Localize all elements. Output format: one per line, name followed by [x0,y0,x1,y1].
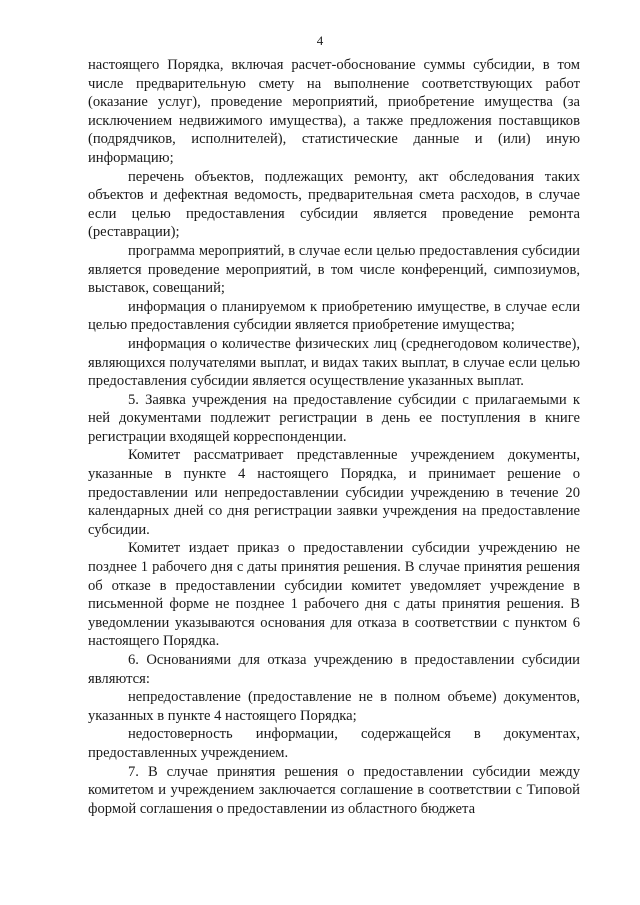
page-number: 4 [316,33,324,48]
paragraph: программа мероприятий, в случае если целью предоставления субсидии является проведение мероприятий, в том числе конференций, симпозиумов, выставок, совещаний; [88,242,580,297]
paragraph: непредоставление (предоставление не в полном объеме) документов, указанных в пункте 4 настоящего Порядка; [88,689,580,724]
paragraph: настоящего Порядка, включая расчет-обоснование суммы субсидии, в том числе предварительную смету на выполнение соответствующих работ (оказание услуг), проведение мероприятий, приобретение имущества (за исключением недвижимого имущества), а также предложения поставщиков (подрядчиков, исполнителей), статистические данные и (или) иную информацию; [88,57,580,166]
paragraph: информация о планируемом к приобретению имуществе, в случае если целью предоставления субсидии является приобретение имущества; [88,298,580,334]
paragraph-clause-5: 5. Заявка учреждения на предоставление субсидии с прилагаемыми к ней документами подлежит регистрации в день ее поступления в книге регистрации входящей корреспонденции. [88,391,580,445]
paragraph: Комитет издает приказ о предоставлении субсидии учреждению не позднее 1 рабочего дня с даты принятия решения. В случае принятия решения об отказе в предоставлении субсидии комитет уведомляет учреждение в письменной форме не позднее 1 рабочего дня с даты принятия решения. В уведомлении указываются основания для отказа в соответствии с пунктом 6 настоящего Порядка. [88,540,580,650]
paragraph: перечень объектов, подлежащих ремонту, акт обследования таких объектов и дефектная ведомость, предварительная смета расходов, в случае если целью предоставления субсидии является проведение ремонта (реставрации); [88,168,580,241]
paragraph: информация о количестве физических лиц (среднегодовом количестве), являющихся получателями выплат, и видах таких выплат, в случае если целью предоставления субсидии является осуществление указанных выплат. [88,335,580,390]
paragraph: Комитет рассматривает представленные учреждением документы, указанные в пункте 4 настоящего Порядка, и принимает решение о предоставлении или непредоставлении субсидии учреждению в течение 20 календарных дней со дня регистрации заявки учреждения на предоставление субсидии. [88,447,580,538]
paragraph-clause-6: 6. Основаниями для отказа учреждению в предоставлении субсидии являются: [88,652,580,687]
document-body [88,56,580,818]
paragraph-clause-7: 7. В случае принятия решения о предоставлении субсидии между комитетом и учреждением заключается соглашение в соответствии с Типовой формой соглашения о предоставлении из областного бюджета [88,763,580,817]
paragraph: недостоверность информации, содержащейся в документах, предоставленных учреждением. [88,726,580,761]
